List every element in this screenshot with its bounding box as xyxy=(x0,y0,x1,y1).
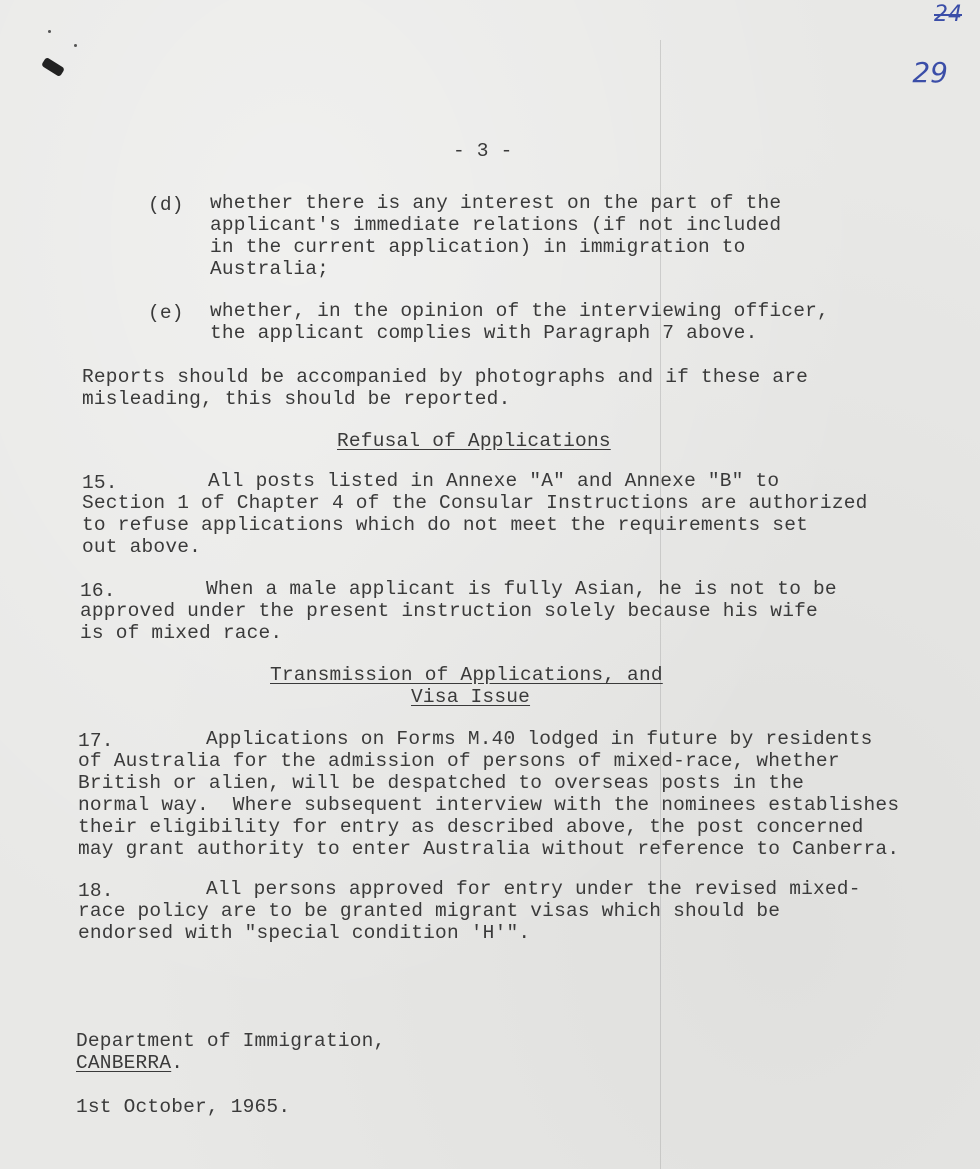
item-d-line: in the current application) in immigration to xyxy=(210,236,746,258)
para-18-number: 18. xyxy=(78,880,114,902)
para-15-line: All posts listed in Annexe "A" and Annexe "B" to xyxy=(208,470,780,492)
handwritten-struck-number: 24 xyxy=(934,2,962,27)
para-16-line: approved under the present instruction solely because his wife xyxy=(80,600,818,622)
para-18-line: race policy are to be granted migrant visas which should be xyxy=(78,900,781,922)
para-15-number: 15. xyxy=(82,472,118,494)
heading-transmission-line2: Visa Issue xyxy=(411,686,531,708)
signature-city-wrap xyxy=(76,1052,183,1074)
ink-smudge xyxy=(41,57,65,77)
page-number: - 3 - xyxy=(453,140,513,162)
para-17-line: Applications on Forms M.40 lodged in future by residents xyxy=(206,728,873,750)
item-d-line: whether there is any interest on the part of the xyxy=(210,192,782,214)
item-e-label: (e) xyxy=(148,302,184,324)
speck xyxy=(74,44,77,47)
item-d-line: applicant's immediate relations (if not included xyxy=(210,214,782,236)
item-e-line: whether, in the opinion of the interviewing officer, xyxy=(210,300,829,322)
reports-paragraph-line: misleading, this should be reported. xyxy=(82,388,511,410)
para-16-line: When a male applicant is fully Asian, he is not to be xyxy=(206,578,837,600)
para-17-line: normal way. Where subsequent interview with the nominees establishes xyxy=(78,794,900,816)
para-15-line: Section 1 of Chapter 4 of the Consular Instructions are authorized xyxy=(82,492,868,514)
signature-date: 1st October, 1965. xyxy=(76,1096,291,1118)
signature-department: Department of Immigration, xyxy=(76,1030,386,1052)
para-15-line: to refuse applications which do not meet the requirements set xyxy=(82,514,809,536)
para-17-line: may grant authority to enter Australia without reference to Canberra. xyxy=(78,838,900,860)
item-e-line: the applicant complies with Paragraph 7 above. xyxy=(210,322,758,344)
para-18-line: endorsed with "special condition 'H'". xyxy=(78,922,531,944)
para-17-number: 17. xyxy=(78,730,114,752)
para-17-line: their eligibility for entry as described above, the post concerned xyxy=(78,816,864,838)
heading-transmission-line1: Transmission of Applications, and xyxy=(270,664,663,686)
para-16-line: is of mixed race. xyxy=(80,622,283,644)
para-16-number: 16. xyxy=(80,580,116,602)
para-15-line: out above. xyxy=(82,536,202,558)
handwritten-folio-number: 29 xyxy=(912,56,948,89)
item-d-label: (d) xyxy=(148,194,184,216)
para-17-line: British or alien, will be despatched to overseas posts in the xyxy=(78,772,805,794)
signature-city: CANBERRA xyxy=(76,1052,172,1074)
para-17-line: of Australia for the admission of persons of mixed-race, whether xyxy=(78,750,840,772)
signature-city-punct: . xyxy=(171,1052,184,1074)
reports-paragraph-line: Reports should be accompanied by photographs and if these are xyxy=(82,366,809,388)
heading-refusal-of-applications: Refusal of Applications xyxy=(337,430,611,452)
item-d-line: Australia; xyxy=(210,258,330,280)
speck xyxy=(48,30,51,33)
para-18-line: All persons approved for entry under the revised mixed- xyxy=(206,878,861,900)
